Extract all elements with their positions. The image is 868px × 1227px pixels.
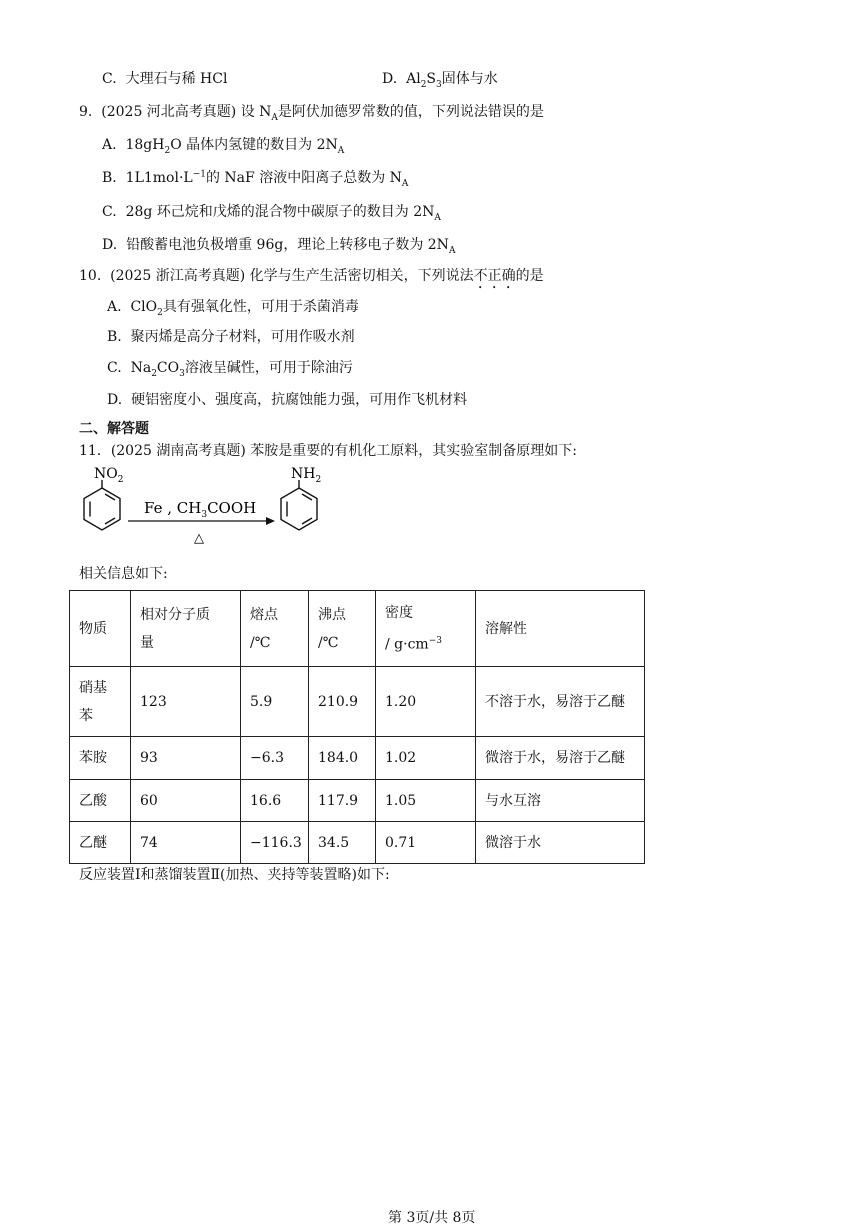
- table-cell: 微溶于水，易溶于乙醚: [476, 737, 645, 780]
- q10-option-b: B. 聚丙烯是高分子材料，可用作吸水剂: [107, 329, 355, 345]
- header-cell: 溶解性: [476, 591, 645, 667]
- table-cell: 117.9: [309, 780, 376, 822]
- table-cell: −6.3: [241, 737, 309, 780]
- table-cell: 5.9: [241, 667, 309, 737]
- reaction-scheme: [70, 462, 350, 554]
- q8-option-c: C. 大理石与稀 HCl: [102, 71, 228, 87]
- nitrobenzene-structure: [84, 466, 123, 530]
- table-row: [70, 667, 645, 737]
- table-row: [70, 780, 645, 822]
- q10-option-a: A. ClO$_2$具有强氧化性，可用于杀菌消毒: [107, 299, 359, 318]
- q10-option-c: C. $Na_2CO_3$溶液呈碱性，可用于除油污: [107, 360, 353, 379]
- reagent-label: Fe , $CH_3COOH$: [144, 499, 257, 520]
- info-intro: 相关信息如下:: [79, 566, 168, 582]
- aniline-structure: [281, 466, 321, 530]
- table-row: [70, 737, 645, 780]
- header-cell: 熔点 /℃: [241, 591, 309, 667]
- nitro-group: $NO_2$: [94, 466, 124, 485]
- table-cell: 1.05: [376, 780, 476, 822]
- table-cell: 乙酸: [70, 780, 131, 822]
- apparatus-note: 反应装置Ⅰ和蒸馏装置Ⅱ(加热、夹持等装置略)如下:: [79, 867, 390, 883]
- header-cell: 沸点 /℃: [309, 591, 376, 667]
- table-cell: 184.0: [309, 737, 376, 780]
- heat-condition: △: [194, 531, 204, 546]
- q11-stem: 11．(2025 湖南高考真题) 苯胺是重要的有机化工原料，其实验室制备原理如下:: [79, 443, 577, 459]
- table-header-row: [70, 591, 645, 667]
- table-cell: 210.9: [309, 667, 376, 737]
- header-cell: 物质: [70, 591, 131, 667]
- table-cell: 乙醚: [70, 822, 131, 864]
- q9-option-b: B. $1L1mol\cdot L^{-1}$的 NaF 溶液中阳离子总数为 $N_A$: [102, 169, 409, 189]
- table-cell: 74: [131, 822, 241, 864]
- q9-option-d: D. 铅酸蓄电池负极增重 96g，理论上转移电子数为 $2N_A$: [102, 237, 456, 256]
- q9-option-a: A. $18gH_2O$ 晶体内氢键的数目为 $2N_A$: [102, 137, 345, 156]
- table-cell: 1.20: [376, 667, 476, 737]
- q9-stem: 9. (2025 河北高考真题) 设 $N_A$是阿伏加德罗常数的值，下列说法错误的是: [79, 104, 544, 123]
- table-cell: 60: [131, 780, 241, 822]
- page-number: 第 3页/共 8页: [388, 1210, 476, 1226]
- properties-table: [69, 590, 645, 864]
- table-cell: 微溶于水: [476, 822, 645, 864]
- table-cell: 0.71: [376, 822, 476, 864]
- q10-option-d: D. 硬铝密度小、强度高，抗腐蚀能力强，可用作飞机材料: [107, 392, 468, 408]
- table-cell: 苯胺: [70, 737, 131, 780]
- table-cell: 34.5: [309, 822, 376, 864]
- q10-emphasis: 不正确: [473, 268, 516, 284]
- table-cell: 硝基 苯: [70, 667, 131, 737]
- table-cell: 与水互溶: [476, 780, 645, 822]
- header-cell: 密度 / $g\cdot cm^{-3}$: [376, 591, 476, 667]
- section-title: 二、解答题: [79, 421, 149, 437]
- table-cell: 1.02: [376, 737, 476, 780]
- arrow-head-icon: [266, 517, 275, 525]
- table-cell: 123: [131, 667, 241, 737]
- header-cell: 相对分子质 量: [131, 591, 241, 667]
- q8-option-c-text: 大理石与稀 HCl: [125, 71, 228, 87]
- table-cell: −116.3: [241, 822, 309, 864]
- table-row: [70, 822, 645, 864]
- table-cell: 93: [131, 737, 241, 780]
- q8-option-d: D. $Al_2S_3$固体与水: [382, 71, 498, 90]
- q10-stem: 10. (2025 浙江高考真题) 化学与生产生活密切相关，下列说法不正确的是: [79, 268, 544, 284]
- amino-group: $NH_2$: [291, 466, 322, 485]
- q9-option-c: C. 28g 环己烷和戊烯的混合物中碳原子的数目为 $2N_A$: [102, 204, 441, 223]
- table-cell: 16.6: [241, 780, 309, 822]
- table-cell: 不溶于水，易溶于乙醚: [476, 667, 645, 737]
